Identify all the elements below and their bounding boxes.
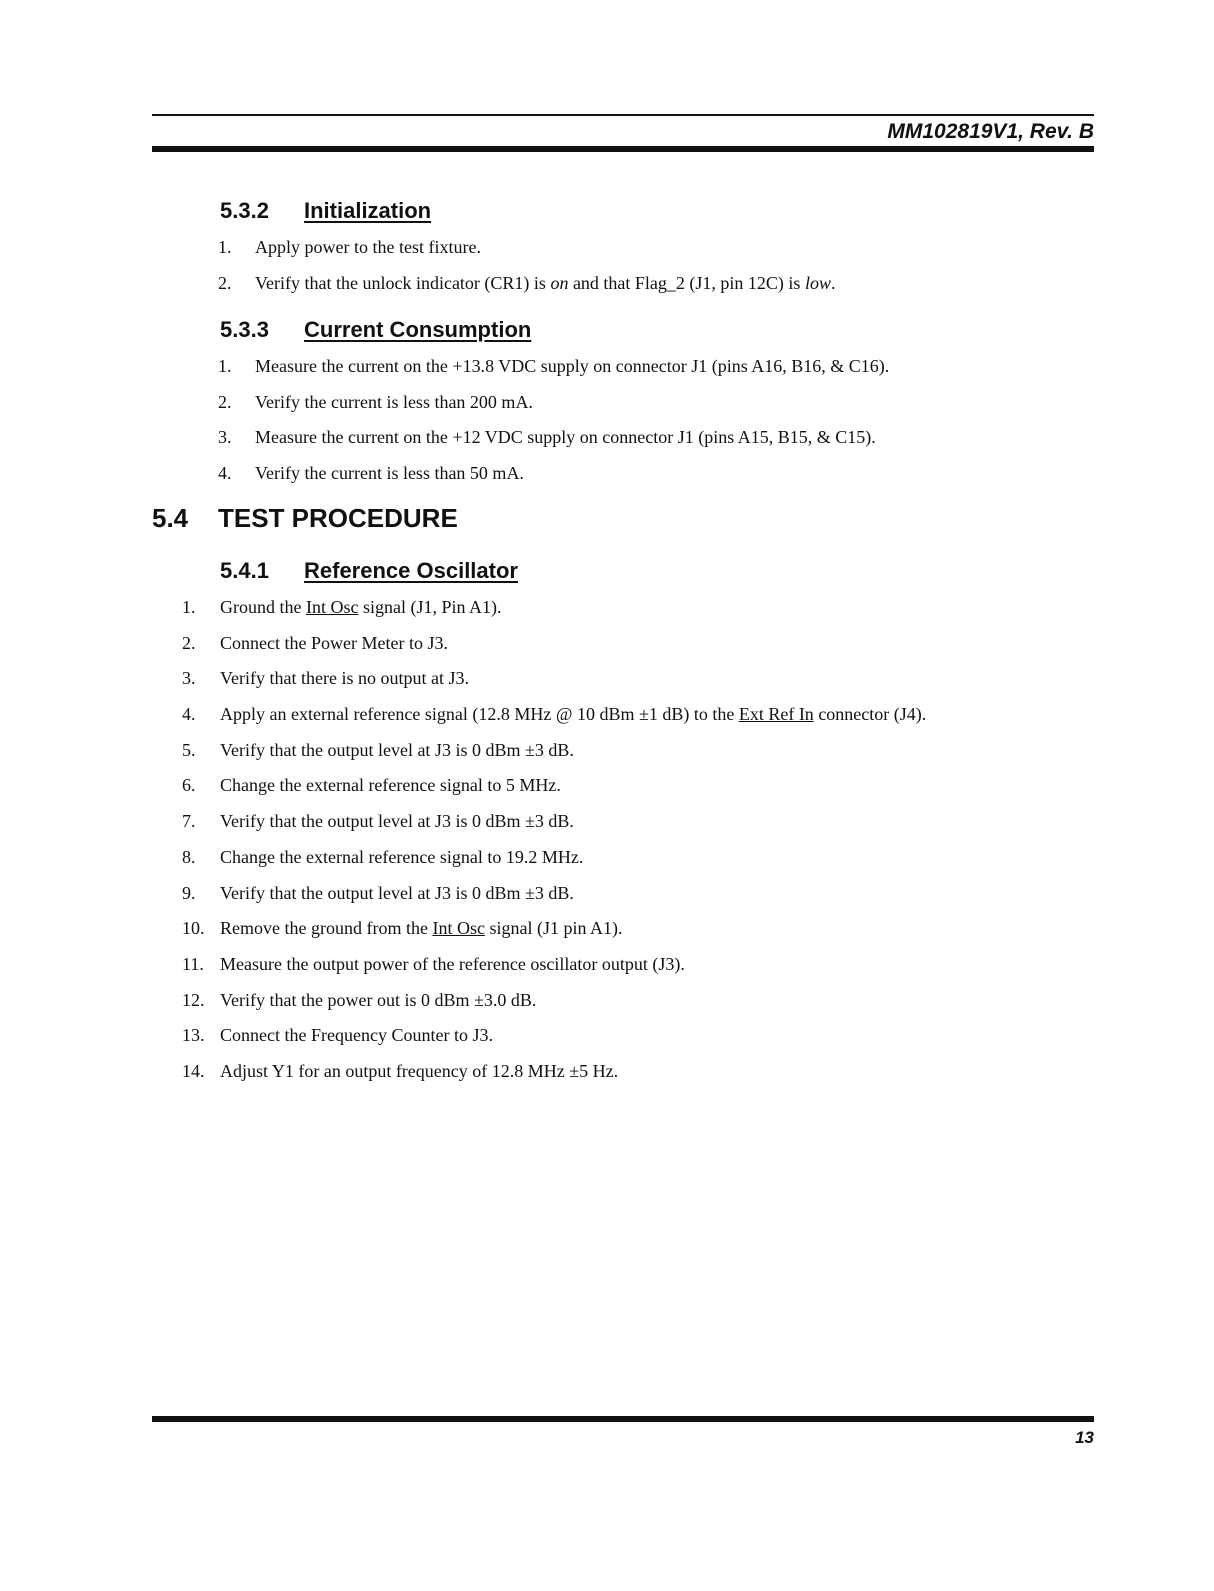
list-item: 2. Connect the Power Meter to J3. <box>182 632 448 653</box>
on-emphasis: on <box>550 272 569 293</box>
list-item: 14. Adjust Y1 for an output frequency of 12.8 MHz ±5 Hz. <box>182 1060 619 1081</box>
header-rule-bottom <box>152 146 1094 152</box>
section-number: 5.3.3 <box>220 317 269 342</box>
initialization-steps <box>218 236 835 307</box>
list-item: 5. Verify that the output level at J3 is 0 dBm ±3 dB. <box>182 739 574 760</box>
document-id: MM102819V1, Rev. B <box>887 120 1094 143</box>
list-item: 3. Verify that there is no output at J3. <box>182 668 469 689</box>
list-item: 13. Connect the Frequency Counter to J3. <box>182 1025 493 1046</box>
list-item: 10. Remove the ground from the Int Osc signal (J1 pin A1). <box>182 918 623 939</box>
list-item: 2. Verify that the unlock indicator (CR1) is on and that Flag_2 (J1, pin 12C) is low. <box>218 272 836 293</box>
list-item: 9. Verify that the output level at J3 is 0 dBm ±3 dB. <box>182 882 574 903</box>
header-rule-top <box>152 114 1094 116</box>
section-number: 5.3.2 <box>220 198 269 223</box>
list-item: 3. Measure the current on the +12 VDC supply on connector J1 (pins A15, B15, & C15). <box>218 427 876 448</box>
heading-5-3-3 <box>220 317 531 343</box>
list-item: 12. Verify that the power out is 0 dBm ±3.0 dB. <box>182 989 537 1010</box>
section-title: Reference Oscillator <box>304 558 518 583</box>
int-osc-signal: Int Osc <box>432 918 485 939</box>
list-item: 1. Ground the Int Osc signal (J1, Pin A1). <box>182 597 502 617</box>
heading-5-4-1 <box>220 558 518 584</box>
heading-5-4 <box>152 503 458 534</box>
list-item: 8. Change the external reference signal to 19.2 MHz. <box>182 846 584 867</box>
page-number: 13 <box>1075 1428 1094 1447</box>
section-title: Current Consumption <box>304 317 532 342</box>
section-number: 5.4.1 <box>220 558 269 583</box>
section-number: 5.4 <box>152 503 189 533</box>
list-item: 1. Measure the current on the +13.8 VDC supply on connector J1 (pins A16, B16, & C16). <box>218 356 890 376</box>
section-title: Initialization <box>304 198 432 223</box>
list-item: 7. Verify that the output level at J3 is 0 dBm ±3 dB. <box>182 811 574 832</box>
list-item: 4. Verify the current is less than 50 mA. <box>218 463 524 484</box>
reference-oscillator-steps <box>182 596 926 1096</box>
current-consumption-steps <box>218 355 889 498</box>
list-item: 4. Apply an external reference signal (12.8 MHz @ 10 dBm ±1 dB) to the Ext Ref In connector (J4). <box>182 704 927 725</box>
list-item: 6. Change the external reference signal to 5 MHz. <box>182 775 561 796</box>
footer-rule <box>152 1416 1094 1422</box>
section-title: TEST PROCEDURE <box>218 503 458 533</box>
list-item: 11. Measure the output power of the reference oscillator output (J3). <box>182 953 685 974</box>
int-osc-signal: Int Osc <box>305 597 359 617</box>
list-item: 1. Apply power to the test fixture. <box>218 237 481 257</box>
low-emphasis: low <box>804 272 831 293</box>
list-item: 2. Verify the current is less than 200 mA. <box>218 391 533 412</box>
ext-ref-in-connector: Ext Ref In <box>738 704 814 725</box>
heading-5-3-2 <box>220 198 431 224</box>
